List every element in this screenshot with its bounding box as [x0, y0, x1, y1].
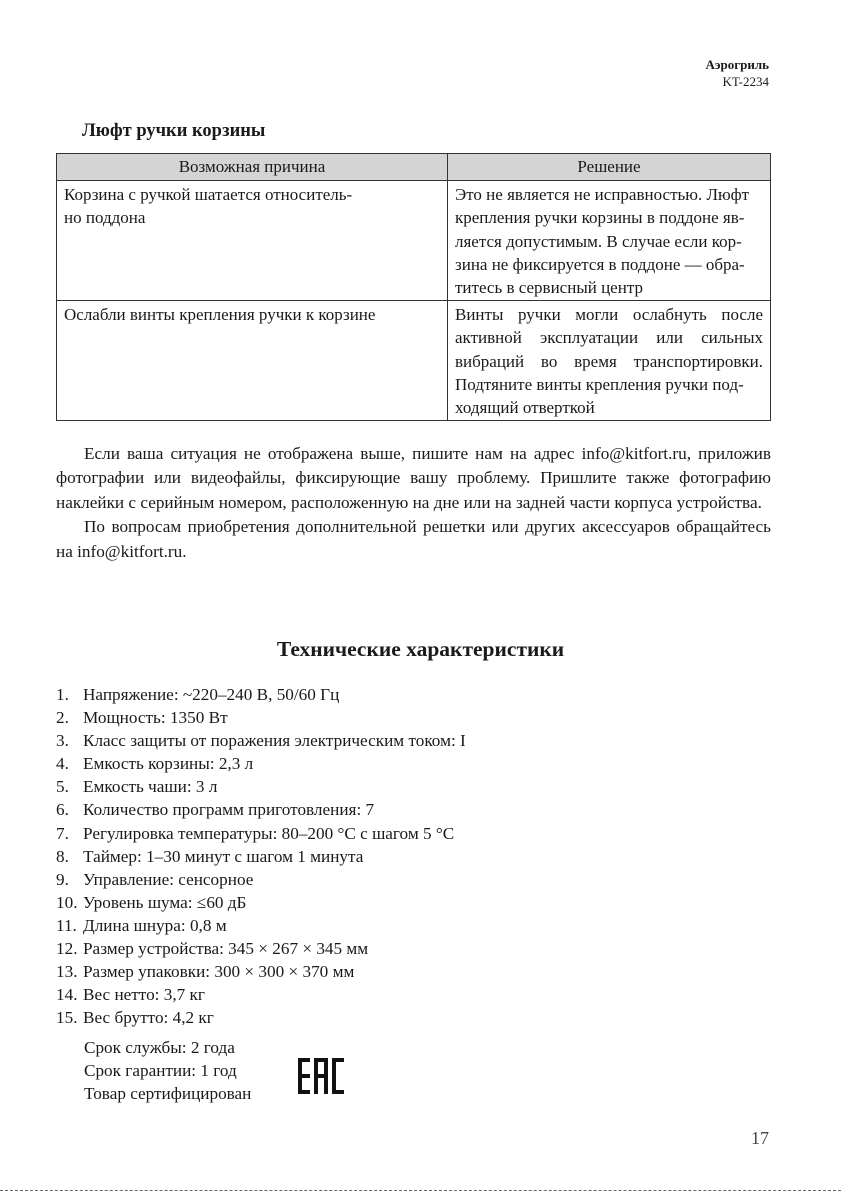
bottom-divider: [0, 1190, 841, 1191]
list-item: [56, 983, 776, 1006]
service-life: Срок службы: 2 года: [84, 1038, 235, 1057]
table-header-row: [57, 154, 771, 181]
table-cell-solution: Это не является не исправностью. Люфт крепления ручки корзины в поддоне яв- ляется допустимым. В случае если кор- зина не фиксируется в поддоне — обра- титесь в сервисный центр: [448, 181, 771, 301]
list-item-text: Регулировка температуры: 80–200 °С с шагом 5 °С: [83, 823, 455, 843]
list-item-number: 12.: [56, 939, 78, 959]
list-item-text: Количество программ приготовления: 7: [83, 800, 375, 820]
list-item-number: 1.: [56, 685, 69, 704]
certification-note: Товар сертифицирован: [84, 1084, 252, 1104]
list-item-text: Размер устройства: 345 × 267 × 345 мм: [83, 939, 369, 959]
page-number: 17: [751, 1128, 769, 1148]
list-item-number: 15.: [56, 1008, 78, 1028]
list-item-number: 2.: [56, 708, 69, 728]
table-cell-solution: Винты ручки могли ослабнуть после активной эксплуатации или сильных вибраций во время транспортировки. Подтяните винты крепления ручки под- ходящий отверткой: [448, 301, 771, 421]
list-item-number: 8.: [56, 846, 69, 866]
list-item-text: Мощность: 1350 Вт: [83, 708, 228, 728]
list-item-number: 9.: [56, 869, 69, 889]
list-item-text: Размер упаковки: 300 × 300 × 370 мм: [83, 962, 355, 982]
list-item: [56, 868, 776, 891]
table-cell-cause: Корзина с ручкой шатается относитель- но поддона: [57, 181, 448, 301]
list-item-text: Емкость чаши: 3 л: [83, 777, 218, 797]
list-item-text: Емкость корзины: 2,3 л: [83, 754, 254, 774]
table-row: [57, 181, 771, 301]
column-header-cause: Возможная причина: [57, 154, 448, 181]
list-item: [56, 891, 776, 914]
column-header-solution: Решение: [448, 154, 771, 181]
paragraph: Если ваша ситуация не отображена выше, пишите нам на адрес info@kitfort.ru, приложив фотографии или видеофайлы, фиксирующие вашу проблему. Пришлите также фотографию наклейки с серийным номером, расположенную на дне или на задней части корпуса устройства.: [56, 444, 771, 512]
list-item: [56, 1006, 776, 1029]
list-item-text: Таймер: 1–30 минут с шагом 1 минута: [83, 846, 364, 866]
troubleshooting-table: [56, 153, 771, 421]
list-item: [56, 937, 776, 960]
list-item-number: 11.: [56, 915, 77, 935]
list-item: [56, 775, 776, 798]
list-item: [56, 798, 776, 821]
page-header: [705, 56, 769, 90]
list-item: [56, 914, 776, 937]
product-model: KT-2234: [722, 74, 769, 89]
list-item-number: 4.: [56, 754, 69, 774]
list-item-text: Вес брутто: 4,2 кг: [83, 1008, 214, 1028]
list-item-text: Управление: сенсорное: [83, 869, 254, 889]
list-item: [56, 752, 776, 775]
list-item-text: Класс защиты от поражения электрическим током: I: [83, 731, 466, 751]
list-item: [56, 845, 776, 868]
list-item-text: Вес нетто: 3,7 кг: [83, 985, 205, 1005]
list-item: [56, 960, 776, 983]
warranty-period: Срок гарантии: 1 год: [84, 1061, 237, 1081]
list-item-text: Напряжение: ~220–240 В, 50/60 Гц: [83, 685, 340, 704]
section-title: Люфт ручки корзины: [82, 121, 266, 141]
list-item-number: 13.: [56, 962, 78, 982]
list-item: [56, 706, 776, 729]
list-item-number: 5.: [56, 777, 69, 797]
list-item-number: 7.: [56, 823, 69, 843]
list-item-number: 10.: [56, 892, 78, 912]
list-item-number: 3.: [56, 731, 69, 751]
specs-title: Технические характеристики: [276, 637, 565, 661]
product-name: Аэрогриль: [705, 57, 769, 72]
list-item-number: 14.: [56, 985, 78, 1005]
list-item: [56, 729, 776, 752]
eac-mark-icon: [298, 1058, 344, 1094]
table-cell-cause: Ослабли винты крепления ручки к корзине: [57, 301, 448, 421]
list-item: [56, 822, 776, 845]
contact-paragraphs: [56, 442, 771, 564]
specs-list: [56, 683, 776, 1029]
list-item-number: 6.: [56, 800, 69, 820]
list-item-text: Длина шнура: 0,8 м: [83, 915, 227, 935]
paragraph: По вопросам приобретения дополнительной решетки или других аксессуаров обращайтесь на info@kitfort.ru.: [56, 517, 771, 561]
table-row: [57, 301, 771, 421]
service-info: [84, 1036, 251, 1106]
list-item-text: Уровень шума: ≤60 дБ: [83, 892, 247, 912]
list-item: [56, 683, 776, 706]
